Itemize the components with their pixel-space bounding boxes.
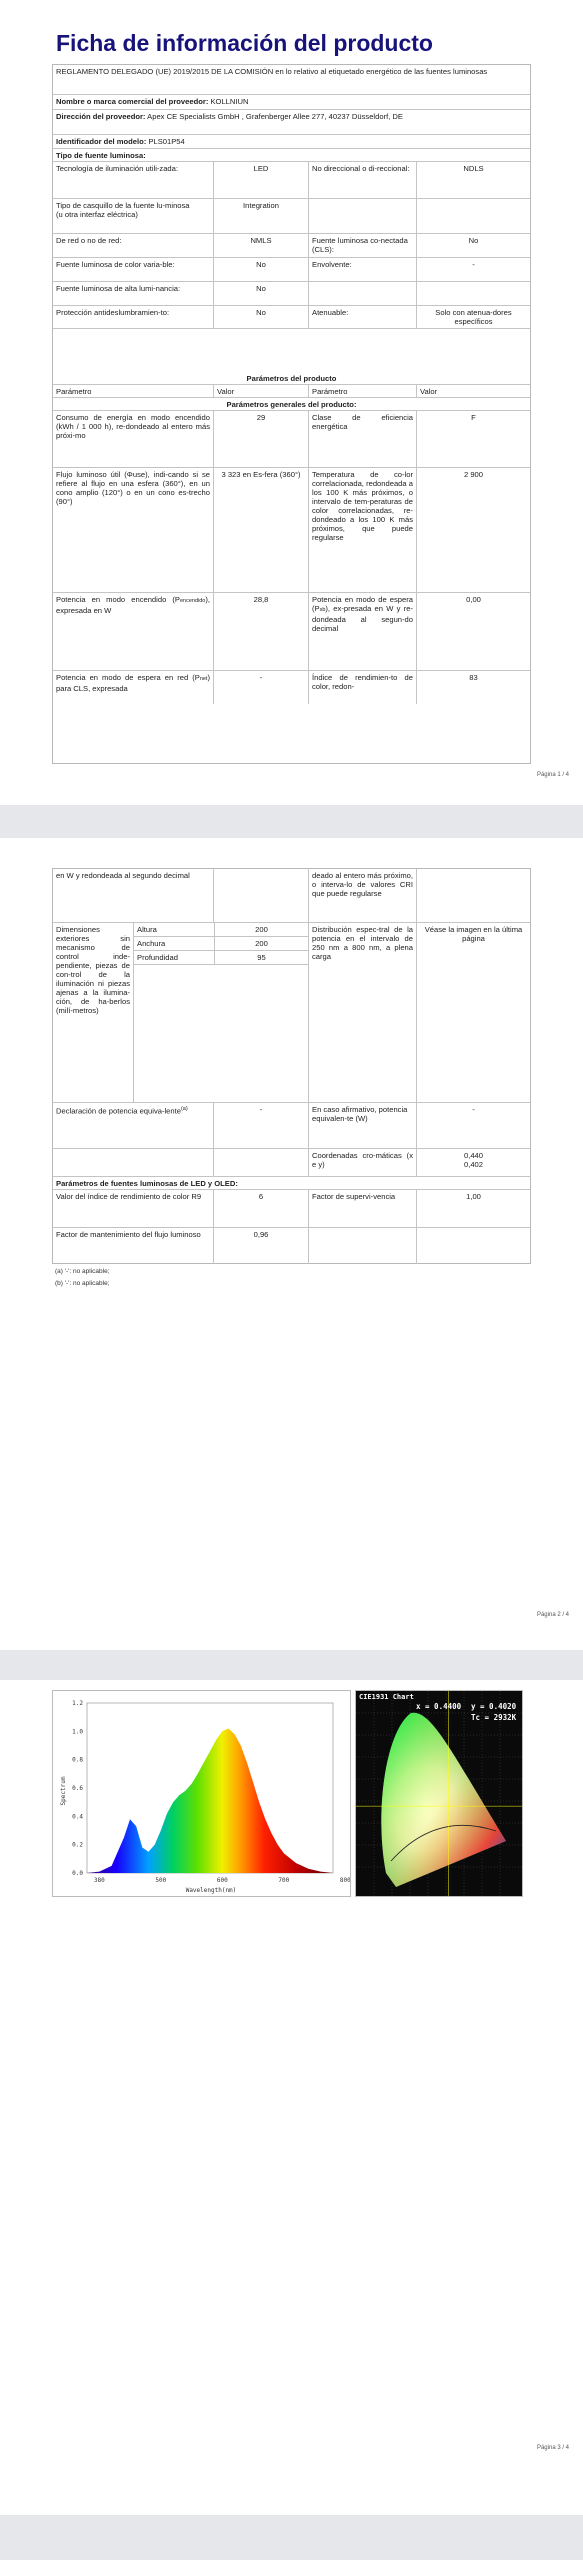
general-row [53,593,530,671]
general-row [53,411,530,468]
general-param-2 [308,593,416,670]
affirm-value: - [416,1103,530,1148]
source-param-2 [308,282,416,305]
dimension-row [134,923,308,937]
source-param: Tipo de casquillo de la fuente lu-minosa (u otra interfaz eléctrica) [56,201,190,219]
empty-cell [416,1228,530,1264]
general-param-2-text: Temperatura de co-lor correlacionada, redondeada a los 100 K más próximos, o intervalo de tem-peraturas de color correlacionadas, re-dondeado a los 100 K más próximos, que puede regularse [312,470,413,542]
model-id: PLS01P54 [148,137,185,146]
spectrum-svg [53,1691,350,1896]
equivalent-sup: (a) [180,1106,188,1112]
general-param-2-text: Índice de rendimien-to de color, redon- [312,673,413,691]
col-param: Parámetro [56,387,92,396]
general-value-2-text: 83 [469,673,478,682]
params-header-row [53,372,530,385]
general-value-2 [416,593,530,670]
equivalent-row [53,1103,530,1149]
general-param-sub: net [199,676,208,682]
empty-cell [308,1228,416,1264]
general-param [53,468,213,592]
dims-subtable [133,923,308,1102]
r9-label: Valor del índice de rendimiento de color R9 [56,1192,202,1201]
y-tick-label: 1.0 [72,1728,83,1736]
dimension-value: 95 [214,951,308,964]
model-label: Identificador del modelo: [56,137,147,146]
general-param-text: Consumo de energía en modo encendido (kWh / 1 000 h), re-dondeado al entero más próxi-mo [56,413,210,440]
maintenance-value: 0,96 [213,1228,308,1264]
col-value-2: Valor [416,385,530,397]
general-value-2 [416,671,530,704]
spectrum-chart [52,1690,351,1897]
regulation-row [53,65,530,95]
general-value-2 [416,468,530,592]
x-axis-label: Wavelength(nm) [185,1887,237,1894]
source-value-2: Solo con atenua-dores específicos [416,306,530,328]
general-param-2-text-end: ), ex-presada en W y re-dondeada al segun-do decimal [312,604,413,633]
survival-value: 1,00 [416,1190,530,1227]
cont-param: en W y redondeada al segundo decimal [56,871,190,880]
page-1 [0,0,583,805]
r9-value: 6 [213,1190,308,1227]
dimension-name: Altura [137,925,157,934]
general-param-2-text: Potencia en modo de espera (P [312,595,413,613]
source-type-row [53,234,530,258]
source-value-2 [416,199,530,233]
general-param-text: Flujo luminoso útil (Φuse), indi-cando si se refiere al flujo en una esfera (360°), en un cono amplio (120°) o en un cono es-trecho (90°) [56,470,210,506]
source-param: Fuente luminosa de color varia-ble: [56,260,175,269]
page-number-1: Página 1 / 4 [536,772,569,778]
cont-row [53,869,530,923]
general-value-2-text: 2 900 [463,470,483,479]
x-tick-label: 600 [216,1877,228,1884]
cie-tc-readout: Tc = 2932K [471,1713,517,1722]
supplier-address-label: Dirección del proveedor: [56,112,146,121]
empty-cell [213,869,308,922]
general-row [53,468,530,593]
params-columns-row [53,385,530,398]
source-type-row [53,162,530,199]
general-header: Parámetros generales del producto: [226,400,357,409]
regulation-text: REGLAMENTO DELEGADO (UE) 2019/2015 DE LA COMISIÓN en lo relativo al etiquetado energético de las fuentes luminosas [56,67,488,76]
source-param: De red o no de red: [56,236,122,245]
cont-param-2: deado al entero más próximo, o interva-lo de valores CRI que puede regularse [308,869,416,922]
r9-row [53,1190,530,1228]
page-number-3: Página 3 / 4 [536,2445,569,2451]
coord-y: 0,402 [463,1160,483,1169]
general-param [53,411,213,467]
page-gap [0,2515,583,2560]
source-value-2: NDLS [416,162,530,198]
distribution-value: Véase la imagen en la última página [416,923,530,1102]
general-param [53,671,213,704]
source-param-2: No direccional o di-reccional: [308,162,416,198]
general-value [213,468,308,592]
doc-title: Ficha de información del producto [56,30,433,56]
cie-y-readout: y = 0.4020 [471,1702,517,1711]
dimension-name: Profundidad [137,953,178,962]
empty-cell [53,1149,213,1176]
source-param: Fuente luminosa de alta lumi-nancia: [56,284,181,293]
general-value-text: 28,8 [253,595,269,604]
source-type-header: Tipo de fuente luminosa: [56,151,146,160]
general-value [213,671,308,704]
general-value-2-text: F [471,413,476,422]
source-value: Integration [213,199,308,233]
survival-label: Factor de supervi-vencia [308,1190,416,1227]
supplier-brand: KOLLNIUN [210,97,249,106]
info-table-continued [52,868,531,1264]
source-value: No [213,282,308,305]
general-value-2 [416,411,530,467]
empty-cell [416,869,530,922]
source-param-2: Atenuable: [308,306,416,328]
empty-cell [213,1149,308,1176]
source-value-2 [416,282,530,305]
cie-x-readout: x = 0.4400 [416,1702,462,1711]
source-param-2 [308,199,416,233]
source-type-row [53,199,530,234]
source-type-row [53,306,530,329]
y-tick-label: 1.2 [72,1700,83,1707]
source-param-2: Fuente luminosa co-nectada (CLS): [308,234,416,257]
info-table [52,64,531,764]
cie-chart [355,1690,523,1897]
dimension-row [134,937,308,951]
page-gap [0,805,583,838]
col-param-2: Parámetro [308,385,416,397]
source-param: Tecnología de iluminación utili-zada: [56,164,178,173]
source-type-header-row [53,149,530,162]
y-tick-label: 0.0 [72,1870,83,1877]
affirm-label: En caso afirmativo, potencia equivalen-te (W) [308,1103,416,1148]
general-value [213,411,308,467]
source-type-row [53,282,530,306]
general-value-text: 3 323 en Es-fera (360°) [221,470,301,479]
page-gap [0,1650,583,1680]
x-tick-label: 500 [155,1877,167,1884]
source-param: Protección antideslumbramien-to: [56,308,170,317]
page-3 [0,1680,583,2515]
cie-svg [356,1691,522,1896]
coords-label: Coordenadas cro-máticas (x e y) [308,1149,416,1176]
general-param-2-sub: sb [319,607,326,613]
general-value [213,593,308,670]
general-value-2-text: 0,00 [466,595,481,604]
col-value: Valor [213,385,308,397]
source-value: No [213,258,308,281]
general-param-2 [308,468,416,592]
supplier-brand-label: Nombre o marca comercial del proveedor: [56,97,209,106]
cie-locus-tint [381,1713,506,1887]
y-tick-label: 0.8 [72,1756,83,1764]
equivalent-label: Declaración de potencia equiva-lente [56,1106,181,1116]
spectrum-area [87,1729,333,1874]
general-param-2 [308,411,416,467]
model-row [53,135,530,149]
general-value-text: - [259,673,263,682]
general-row [53,671,530,704]
general-header-row [53,398,530,411]
dims-row [53,923,530,1103]
supplier-brand-row [53,95,530,110]
source-value: NMLS [213,234,308,257]
cie-header: CIE1931 Chart [359,1693,414,1701]
x-tick-label: 380 [93,1877,105,1884]
equivalent-value: - [213,1103,308,1148]
general-param-text: Potencia en modo de espera en red (P [56,673,200,682]
maintenance-row [53,1228,530,1264]
distribution-label: Distribución espec-tral de la potencia en el intervalo de 250 nm a 800 nm, a plena carga [308,923,416,1102]
y-tick-label: 0.6 [72,1785,83,1792]
general-param [53,593,213,670]
y-tick-label: 0.2 [72,1841,83,1849]
page-number-2: Página 2 / 4 [536,1612,569,1618]
x-tick-label: 700 [278,1877,290,1884]
supplier-address: Apex CE Specialists GmbH , Grafenberger Allee 277, 40237 Düsseldorf, DE [147,112,403,121]
led-header: Parámetros de fuentes luminosas de LED y OLED: [56,1179,238,1188]
general-param-text: Potencia en modo encendido (P [56,595,180,604]
source-value: LED [213,162,308,198]
dimension-name: Anchura [137,939,166,948]
dimension-value: 200 [214,937,308,950]
general-param-text-end: ), expresada en W [56,595,210,615]
general-param-2-text: Clase de eficiencia energética [312,413,413,431]
maintenance-label: Factor de mantenimiento del flujo luminoso [56,1230,201,1239]
source-value: No [213,306,308,328]
general-param-sub: encendido [179,598,206,604]
source-value-2: No [416,234,530,257]
source-type-row [53,258,530,282]
source-param-2: Envolvente: [308,258,416,281]
dimension-value: 200 [214,923,308,936]
dimension-row [134,951,308,965]
x-tick-label: 800 [339,1877,350,1884]
dims-label: Dimensiones exteriores sin mecanismo de control inde-pendiente, piezas de con-trol de la iluminación ni piezas ajenas a la ilumina-ción, de ha-berlos (milí-metros) [56,925,130,1015]
params-header: Parámetros del producto [246,374,337,383]
y-axis-label: Spectrum [60,1776,67,1806]
general-param-2 [308,671,416,704]
footnote-b: (b) '-': no aplicable; [55,1280,110,1287]
general-param-text-end: ) para CLS, expresada [56,673,210,693]
y-tick-label: 0.4 [72,1813,83,1821]
source-value-2: - [416,258,530,281]
coords-row [53,1149,530,1177]
page-2 [0,838,583,1650]
footnote-a: (a) '-': no aplicable; [55,1268,110,1275]
supplier-address-row [53,110,530,135]
coord-x: 0,440 [463,1151,483,1160]
general-value-text: 29 [256,413,266,422]
led-header-row [53,1177,530,1190]
